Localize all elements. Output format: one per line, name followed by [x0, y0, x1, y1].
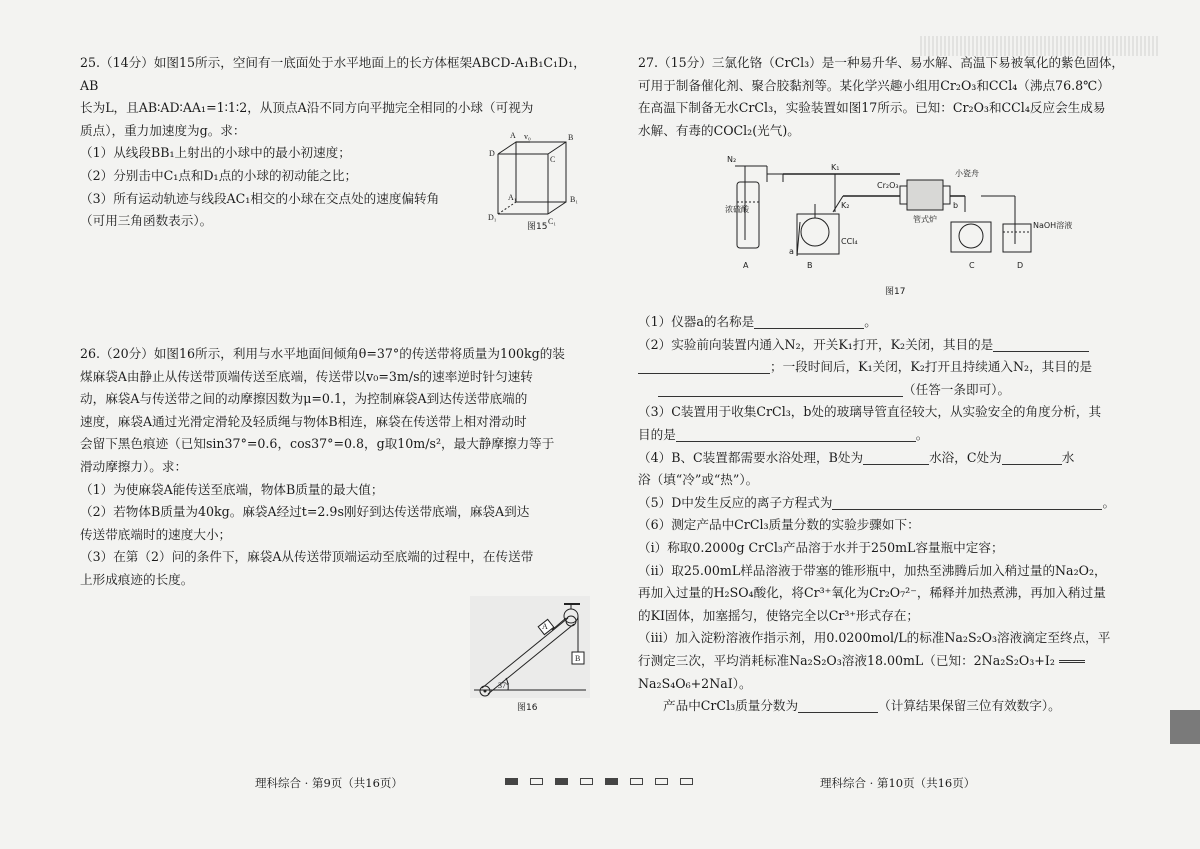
fig17-label: Cr₂O₃: [877, 181, 899, 190]
answer-blank[interactable]: [1002, 450, 1062, 465]
q27-line: 27.（15分）三氯化铬（CrCl₃）是一种易升华、易水解、高温下易被氧化的紫色固体，: [638, 55, 1125, 70]
fig15-label: A: [510, 131, 516, 140]
figure-17-apparatus: [725, 152, 1073, 282]
fig17-label: D: [1017, 261, 1024, 270]
q27-step-iii: （ⅲ）加入淀粉溶液作指示剂，用0.0200mol/L的标准Na₂S₂O₃溶液滴定至终点，平: [638, 630, 1111, 646]
q27-step-ii-cont: 再加入过量的H₂SO₄酸化，将Cr³⁺氧化为Cr₂O₇²⁻，稀释并加热煮沸，再加入稍过量: [638, 585, 1106, 601]
q27-line: 水解、有毒的COCl₂(光气)。: [638, 122, 800, 138]
fig16-label: 37°: [498, 681, 510, 690]
q27-step-i: （ⅰ）称取0.2000g CrCl₃产品溶于水并于250mL容量瓶中定容；: [638, 539, 1004, 555]
q25-sub-3-cont: （可用三角函数表示）。: [80, 213, 213, 229]
fig17-label: 管式炉: [913, 215, 937, 224]
fig15-label: C₁: [548, 217, 557, 226]
answer-blank[interactable]: [863, 450, 929, 465]
fig15-label: B₁: [570, 195, 579, 204]
fig17-label: 浓硫酸: [725, 205, 749, 214]
q27-line: 在高温下制备无水CrCl₃，实验装置如图17所示。已知：Cr₂O₃和CCl₄反应会生成易: [638, 100, 1106, 116]
figure-16-conveyor: [470, 596, 590, 698]
q26-line: 煤麻袋A由静止从传送带顶端传送至底端，传送带以v₀=3m/s的速率逆时针匀速转: [80, 368, 533, 384]
marker: [530, 778, 543, 785]
q25-sub-3: （3）所有运动轨迹与线段AC₁相交的小球在交点处的速度偏转角: [80, 190, 440, 206]
fig17-label: K₁: [831, 163, 840, 172]
fig15-label: A₁: [508, 193, 517, 202]
fig15-label: v₀: [524, 132, 531, 141]
fig15-label: C: [550, 155, 556, 164]
q25-line: 质点），重力加速度为g。求：: [80, 122, 246, 138]
marker: [555, 778, 568, 785]
answer-blank[interactable]: [993, 337, 1089, 352]
footer-page-9: 理科综合 · 第9页（共16页）: [255, 776, 403, 790]
fig17-label: N₂: [727, 155, 737, 164]
q25-sub-1: （1）从线段BB₁上射出的小球中的最小初速度；: [80, 145, 351, 161]
q26-line: 会留下黑色痕迹（已知sin37°=0.6，cos37°=0.8，g取10m/s²，最大静摩擦力等于: [80, 436, 555, 452]
q26-sub-3-cont: 上形成痕迹的长度。: [80, 571, 194, 587]
fig17-label: B: [807, 261, 813, 270]
q25-line: 长为L，且AB∶AD∶AA₁=1∶1∶2，从顶点A沿不同方向平抛完全相同的小球（可视为: [80, 100, 534, 116]
page-10: [600, 0, 1200, 849]
fig17-label: b: [953, 201, 959, 210]
fig15-label: D₁: [488, 213, 497, 222]
q27-sub-1: （1）仪器a的名称是 。: [638, 314, 877, 329]
q26-line: 动，麻袋A与传送带之间的动摩擦因数为μ=0.1，为控制麻袋A到达传送带底端的: [80, 391, 528, 407]
q27-sub-4: （4）B、C装置都需要水浴处理，B处为 水浴，C处为 水: [638, 449, 1075, 465]
fig17-label: 小瓷舟: [955, 169, 979, 178]
edge-tab: [1170, 710, 1200, 744]
q26-line: 滑动摩擦力）。求：: [80, 458, 188, 474]
q27-sub-3: （3）C装置用于收集CrCl₃，b处的玻璃导管直径较大，从实验安全的角度分析，其: [638, 404, 1102, 420]
answer-blank[interactable]: [658, 382, 903, 397]
fig17-label: NaOH溶液: [1033, 221, 1073, 230]
figure-17-caption: 图17: [885, 287, 906, 297]
q27-sub-2-cont: （任答一条即可）。: [638, 379, 1143, 402]
q27-step-iii-cont: 行测定三次，平均消耗标准Na₂S₂O₃溶液18.00mL（已知：2Na₂S₂O₃+I₂: [638, 650, 1143, 673]
q27-sub-5: （5）D中发生反应的离子方程式为 。: [638, 494, 1116, 510]
q27-sub-6: （6）测定产品中CrCl₃质量分数的实验步骤如下：: [638, 517, 920, 533]
answer-blank[interactable]: [754, 314, 864, 329]
q26-sub-3: （3）在第（2）问的条件下，麻袋A从传送带顶端运动至底端的过程中，在传送带: [80, 549, 534, 565]
marker: [580, 778, 593, 785]
q27-final: 产品中CrCl₃质量分数为 （计算结果保留三位有效数字）。: [663, 698, 1061, 714]
question-26: [80, 343, 590, 592]
answer-blank[interactable]: [676, 427, 916, 442]
q27-step-ii-cont: 的KI固体，加塞摇匀，使铬完全以Cr³⁺形式存在；: [638, 607, 920, 623]
q27-sub-2-cont: ；一段时间后，K₁关闭，K₂打开且持续通入N₂，其目的是: [638, 356, 1143, 379]
question-27-intro: [638, 52, 1143, 142]
q27-step-ii: （ⅱ）取25.00mL样品溶液于带塞的锥形瓶中，加热至沸腾后加入稍过量的Na₂O₂，: [638, 562, 1107, 578]
q27-sub-3-cont: 目的是 。: [638, 426, 929, 442]
fig17-label: a: [789, 247, 794, 256]
q26-sub-2: （2）若物体B质量为40kg。麻袋A经过t=2.9s刚好到达传送带底端，麻袋A到达: [80, 504, 530, 520]
question-27-parts: [638, 311, 1143, 718]
q26-sub-2-cont: 传送带底端时的速度大小；: [80, 526, 232, 542]
q26-line: 26.（20分）如图16所示，利用与水平地面间倾角θ=37°的传送带将质量为100kg的装: [80, 346, 565, 361]
q27-step-iii-cont: Na₂S₄O₆+2NaI）。: [638, 675, 752, 691]
answer-blank[interactable]: [638, 359, 770, 374]
q27-sub-4-cont: 浴（填“冷”或“热”）。: [638, 472, 759, 488]
q26-sub-1: （1）为使麻袋A能传送至底端，物体B质量的最大值；: [80, 481, 384, 497]
fig15-label: D: [489, 149, 495, 158]
answer-blank[interactable]: [798, 698, 878, 713]
figure-15-cuboid: [488, 122, 593, 232]
reaction-equals-sign: [1059, 660, 1085, 663]
q27-sub-2: （2）实验前向装置内通入N₂，开关K₁打开，K₂关闭，其目的是: [638, 334, 1143, 357]
fig17-label: K₂: [841, 201, 850, 210]
fig17-label: CCl₄: [841, 237, 858, 246]
fig17-label: C: [969, 261, 975, 270]
q25-sub-2: （2）分别击中C₁点和D₁点的小球的初动能之比；: [80, 167, 358, 183]
marker: [505, 778, 518, 785]
fig16-label: A: [542, 622, 548, 631]
fig16-label: B: [575, 654, 581, 663]
figure-15-caption: 图15: [527, 222, 548, 232]
answer-blank[interactable]: [832, 495, 1102, 510]
q26-line: 速度，麻袋A通过光滑定滑轮及轻质绳与物体B相连，麻袋在传送带上相对滑动时: [80, 413, 527, 429]
footer-page-10: 理科综合 · 第10页（共16页）: [820, 776, 976, 790]
q25-line: 25.（14分）如图15所示，空间有一底面处于水平地面上的长方体框架ABCD-A₁B₁C₁D₁，AB: [80, 55, 586, 93]
fig17-label: A: [743, 261, 749, 270]
figure-16-caption: 图16: [517, 703, 538, 713]
fig15-label: B: [568, 133, 574, 142]
q27-line: 可用于制备催化剂、聚合胶黏剂等。某化学兴趣小组用Cr₂O₃和CCl₄（沸点76.8℃）: [638, 77, 1110, 93]
